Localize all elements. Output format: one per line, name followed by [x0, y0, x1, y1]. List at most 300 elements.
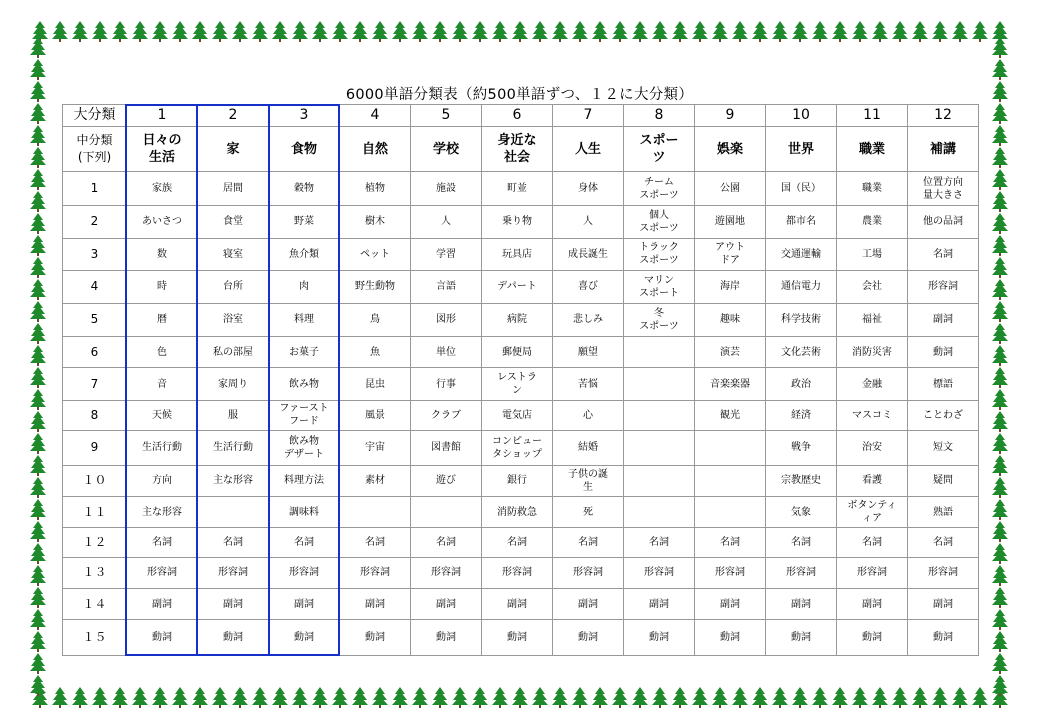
- table-row: [63, 589, 979, 620]
- table-row: [63, 400, 979, 430]
- highlight-divider-2: [268, 104, 270, 656]
- christmas-tree-icon: [28, 300, 48, 322]
- table-cell: 言語: [411, 271, 482, 303]
- christmas-tree-icon: [110, 20, 130, 42]
- christmas-tree-icon: [650, 686, 670, 708]
- christmas-tree-icon: [70, 686, 90, 708]
- table-cell: 玩具店: [482, 238, 553, 270]
- table-cell: 飲み物: [269, 368, 340, 400]
- table-cell: 方向: [127, 465, 198, 496]
- christmas-tree-icon: [610, 686, 630, 708]
- table-cell: [198, 496, 269, 527]
- christmas-tree-icon: [28, 608, 48, 630]
- table-cell: 動詞: [837, 620, 908, 656]
- table-cell: 子供の誕 生: [553, 465, 624, 496]
- table-cell: 暦: [127, 303, 198, 336]
- christmas-tree-icon: [990, 388, 1010, 410]
- christmas-tree-icon: [310, 20, 330, 42]
- table-cell: 素材: [340, 465, 411, 496]
- table-cell: 時: [127, 271, 198, 303]
- table-row: [63, 238, 979, 270]
- table-cell: 天候: [127, 400, 198, 430]
- christmas-tree-icon: [990, 608, 1010, 630]
- table-cell: 他の品詞: [908, 206, 979, 238]
- table-cell: 野生動物: [340, 271, 411, 303]
- category-number: 10: [766, 105, 837, 127]
- table-cell: 副詞: [908, 303, 979, 336]
- table-cell: 副詞: [127, 589, 198, 620]
- table-row: [63, 368, 979, 400]
- table-cell: 副詞: [695, 589, 766, 620]
- christmas-tree-icon: [28, 498, 48, 520]
- header-row: [63, 105, 979, 127]
- table-cell: [624, 368, 695, 400]
- christmas-tree-icon: [830, 20, 850, 42]
- table-cell: 服: [198, 400, 269, 430]
- christmas-tree-icon: [530, 20, 550, 42]
- christmas-tree-icon: [28, 388, 48, 410]
- category-name: 世界: [766, 127, 837, 172]
- table-cell: 副詞: [340, 589, 411, 620]
- christmas-tree-icon: [750, 686, 770, 708]
- table-cell: 家族: [127, 171, 198, 205]
- table-cell: 公園: [695, 171, 766, 205]
- christmas-tree-icon: [790, 20, 810, 42]
- christmas-tree-icon: [28, 234, 48, 256]
- table-cell: 喜び: [553, 271, 624, 303]
- table-cell: 名詞: [482, 528, 553, 557]
- table-cell: 科学技術: [766, 303, 837, 336]
- table-row: [63, 620, 979, 656]
- table-row: [63, 528, 979, 557]
- table-cell: ボタンティ ィア: [837, 496, 908, 527]
- christmas-tree-icon: [730, 20, 750, 42]
- category-name: 身近な 社会: [482, 127, 553, 172]
- christmas-tree-icon: [990, 564, 1010, 586]
- table-cell: 学習: [411, 238, 482, 270]
- table-cell: 福祉: [837, 303, 908, 336]
- table-cell: 名詞: [553, 528, 624, 557]
- table-cell: 職業: [837, 171, 908, 205]
- table-row: [63, 206, 979, 238]
- table-cell: 身体: [553, 171, 624, 205]
- table-cell: 海岸: [695, 271, 766, 303]
- table-cell: 金融: [837, 368, 908, 400]
- christmas-tree-icon: [410, 20, 430, 42]
- table-cell: 行事: [411, 368, 482, 400]
- table-cell: 副詞: [766, 589, 837, 620]
- christmas-tree-icon: [28, 344, 48, 366]
- christmas-tree-icon: [390, 686, 410, 708]
- category-number: 5: [411, 105, 482, 127]
- table-cell: 動詞: [411, 620, 482, 656]
- christmas-tree-icon: [690, 20, 710, 42]
- table-cell: チーム スポーツ: [624, 171, 695, 205]
- christmas-tree-icon: [28, 542, 48, 564]
- table-cell: 数: [127, 238, 198, 270]
- christmas-tree-icon: [470, 20, 490, 42]
- tree-border-left: [28, 36, 50, 696]
- table-cell: 形容詞: [411, 557, 482, 588]
- christmas-tree-icon: [28, 58, 48, 80]
- row-number: 2: [63, 206, 127, 238]
- table-cell: 看護: [837, 465, 908, 496]
- table-cell: 政治: [766, 368, 837, 400]
- row-number: 4: [63, 271, 127, 303]
- christmas-tree-icon: [350, 20, 370, 42]
- tree-border-top: [30, 20, 1010, 42]
- christmas-tree-icon: [670, 686, 690, 708]
- table-cell: 交通運輸: [766, 238, 837, 270]
- table-cell: 樹木: [340, 206, 411, 238]
- table-cell: 願望: [553, 336, 624, 367]
- table-cell: 町並: [482, 171, 553, 205]
- christmas-tree-icon: [970, 20, 990, 42]
- table-cell: 料理: [269, 303, 340, 336]
- table-cell: ことわざ: [908, 400, 979, 430]
- christmas-tree-icon: [28, 674, 48, 696]
- christmas-tree-icon: [28, 146, 48, 168]
- table-cell: 人: [411, 206, 482, 238]
- table-cell: 台所: [198, 271, 269, 303]
- christmas-tree-icon: [28, 278, 48, 300]
- table-cell: 単位: [411, 336, 482, 367]
- christmas-tree-icon: [250, 686, 270, 708]
- christmas-tree-icon: [290, 686, 310, 708]
- table-cell: 施設: [411, 171, 482, 205]
- table-cell: 名詞: [269, 528, 340, 557]
- christmas-tree-icon: [990, 234, 1010, 256]
- table-cell: 生活行動: [127, 431, 198, 465]
- table-cell: クラブ: [411, 400, 482, 430]
- christmas-tree-icon: [790, 686, 810, 708]
- table-cell: 図形: [411, 303, 482, 336]
- christmas-tree-icon: [170, 20, 190, 42]
- christmas-tree-icon: [990, 168, 1010, 190]
- category-number: 7: [553, 105, 624, 127]
- table-cell: 料理方法: [269, 465, 340, 496]
- table-cell: [695, 496, 766, 527]
- table-cell: 魚: [340, 336, 411, 367]
- christmas-tree-icon: [28, 102, 48, 124]
- christmas-tree-icon: [28, 190, 48, 212]
- table-cell: 動詞: [553, 620, 624, 656]
- christmas-tree-icon: [490, 686, 510, 708]
- christmas-tree-icon: [910, 20, 930, 42]
- table-cell: 疑問: [908, 465, 979, 496]
- table-cell: 野菜: [269, 206, 340, 238]
- christmas-tree-icon: [410, 686, 430, 708]
- christmas-tree-icon: [990, 256, 1010, 278]
- table-cell: 成長誕生: [553, 238, 624, 270]
- row-number: 1: [63, 171, 127, 205]
- christmas-tree-icon: [990, 520, 1010, 542]
- christmas-tree-icon: [190, 686, 210, 708]
- christmas-tree-icon: [210, 686, 230, 708]
- christmas-tree-icon: [28, 410, 48, 432]
- table-cell: 生活行動: [198, 431, 269, 465]
- table-cell: 形容詞: [695, 557, 766, 588]
- table-cell: 郵便局: [482, 336, 553, 367]
- table-cell: 消防災害: [837, 336, 908, 367]
- christmas-tree-icon: [930, 20, 950, 42]
- category-name: 自然: [340, 127, 411, 172]
- christmas-tree-icon: [990, 410, 1010, 432]
- table-cell: 苦悩: [553, 368, 624, 400]
- table-cell: 形容詞: [482, 557, 553, 588]
- christmas-tree-icon: [890, 20, 910, 42]
- christmas-tree-icon: [570, 20, 590, 42]
- table-cell: 私の部屋: [198, 336, 269, 367]
- table-cell: 戦争: [766, 431, 837, 465]
- row-number: 9: [63, 431, 127, 465]
- christmas-tree-icon: [830, 686, 850, 708]
- table-row: [63, 171, 979, 205]
- table-row: [63, 303, 979, 336]
- table-cell: 名詞: [908, 238, 979, 270]
- table-row: [63, 496, 979, 527]
- table-cell: 形容詞: [269, 557, 340, 588]
- table-cell: 副詞: [837, 589, 908, 620]
- page-title: 6000単語分類表（約500単語ずつ、１２に大分類）: [345, 87, 694, 103]
- christmas-tree-icon: [530, 686, 550, 708]
- christmas-tree-icon: [550, 686, 570, 708]
- christmas-tree-icon: [990, 366, 1010, 388]
- tree-border-right: [990, 36, 1012, 696]
- christmas-tree-icon: [110, 686, 130, 708]
- christmas-tree-icon: [670, 20, 690, 42]
- table-cell: 形容詞: [908, 271, 979, 303]
- table-cell: お菓子: [269, 336, 340, 367]
- table-cell: [624, 336, 695, 367]
- christmas-tree-icon: [990, 674, 1010, 696]
- table-cell: 名詞: [198, 528, 269, 557]
- table-cell: 寝室: [198, 238, 269, 270]
- table-row: [63, 557, 979, 588]
- christmas-tree-icon: [28, 432, 48, 454]
- christmas-tree-icon: [850, 686, 870, 708]
- christmas-tree-icon: [490, 20, 510, 42]
- christmas-tree-icon: [990, 630, 1010, 652]
- christmas-tree-icon: [430, 686, 450, 708]
- christmas-tree-icon: [270, 20, 290, 42]
- christmas-tree-icon: [990, 454, 1010, 476]
- christmas-tree-icon: [710, 20, 730, 42]
- highlight-divider-1: [196, 104, 198, 656]
- table-cell: 名詞: [766, 528, 837, 557]
- christmas-tree-icon: [570, 686, 590, 708]
- table-cell: 演芸: [695, 336, 766, 367]
- table-cell: 形容詞: [766, 557, 837, 588]
- table-cell: 短文: [908, 431, 979, 465]
- christmas-tree-icon: [650, 20, 670, 42]
- table-cell: 趣味: [695, 303, 766, 336]
- table-cell: 主な形容: [198, 465, 269, 496]
- table-cell: 居間: [198, 171, 269, 205]
- christmas-tree-icon: [28, 36, 48, 58]
- table-cell: 副詞: [411, 589, 482, 620]
- table-cell: 動詞: [340, 620, 411, 656]
- table-cell: 動詞: [766, 620, 837, 656]
- category-number: 3: [269, 105, 340, 127]
- row-number: １２: [63, 528, 127, 557]
- christmas-tree-icon: [28, 322, 48, 344]
- table-cell: 名詞: [411, 528, 482, 557]
- christmas-tree-icon: [170, 686, 190, 708]
- row-number: １０: [63, 465, 127, 496]
- table-cell: 乗り物: [482, 206, 553, 238]
- table-cell: 動詞: [908, 620, 979, 656]
- christmas-tree-icon: [990, 344, 1010, 366]
- table-cell: 動詞: [269, 620, 340, 656]
- christmas-tree-icon: [28, 586, 48, 608]
- table-cell: 音楽楽器: [695, 368, 766, 400]
- table-cell: マリン スポート: [624, 271, 695, 303]
- christmas-tree-icon: [930, 686, 950, 708]
- christmas-tree-icon: [28, 124, 48, 146]
- table-cell: デパート: [482, 271, 553, 303]
- table-cell: レストラ ン: [482, 368, 553, 400]
- christmas-tree-icon: [470, 686, 490, 708]
- christmas-tree-icon: [990, 190, 1010, 212]
- table-cell: [624, 496, 695, 527]
- christmas-tree-icon: [190, 20, 210, 42]
- row-number: １１: [63, 496, 127, 527]
- table-cell: 家周り: [198, 368, 269, 400]
- christmas-tree-icon: [510, 20, 530, 42]
- table-cell: [624, 465, 695, 496]
- table-cell: 音: [127, 368, 198, 400]
- category-name: 補講: [908, 127, 979, 172]
- christmas-tree-icon: [590, 20, 610, 42]
- christmas-tree-icon: [990, 212, 1010, 234]
- table-cell: 会社: [837, 271, 908, 303]
- table-cell: [695, 431, 766, 465]
- row-number: 7: [63, 368, 127, 400]
- subheader-row-label: 中分類 (下列): [63, 127, 127, 172]
- category-name: 家: [198, 127, 269, 172]
- christmas-tree-icon: [690, 686, 710, 708]
- table-cell: 治安: [837, 431, 908, 465]
- christmas-tree-icon: [370, 686, 390, 708]
- table-cell: 名詞: [340, 528, 411, 557]
- table-cell: 文化芸術: [766, 336, 837, 367]
- christmas-tree-icon: [950, 20, 970, 42]
- table-cell: 結婚: [553, 431, 624, 465]
- table-cell: [411, 496, 482, 527]
- table-row: [63, 431, 979, 465]
- christmas-tree-icon: [230, 20, 250, 42]
- christmas-tree-icon: [250, 20, 270, 42]
- table-cell: [695, 465, 766, 496]
- christmas-tree-icon: [990, 300, 1010, 322]
- christmas-tree-icon: [90, 686, 110, 708]
- category-number: 4: [340, 105, 411, 127]
- table-cell: 名詞: [908, 528, 979, 557]
- table-cell: 動詞: [624, 620, 695, 656]
- christmas-tree-icon: [770, 686, 790, 708]
- table-cell: 形容詞: [198, 557, 269, 588]
- christmas-tree-icon: [130, 686, 150, 708]
- christmas-tree-icon: [710, 686, 730, 708]
- table-row: [63, 465, 979, 496]
- table-cell: 心: [553, 400, 624, 430]
- row-number: １３: [63, 557, 127, 588]
- table-cell: 副詞: [553, 589, 624, 620]
- table-cell: 冬 スポーツ: [624, 303, 695, 336]
- table-cell: 動詞: [127, 620, 198, 656]
- category-number: 2: [198, 105, 269, 127]
- christmas-tree-icon: [510, 686, 530, 708]
- table-cell: 食堂: [198, 206, 269, 238]
- christmas-tree-icon: [450, 686, 470, 708]
- table-row: [63, 336, 979, 367]
- table-cell: ファースト フード: [269, 400, 340, 430]
- table-cell: 病院: [482, 303, 553, 336]
- christmas-tree-icon: [990, 476, 1010, 498]
- christmas-tree-icon: [330, 20, 350, 42]
- table-cell: 電気店: [482, 400, 553, 430]
- christmas-tree-icon: [870, 686, 890, 708]
- table-cell: 形容詞: [624, 557, 695, 588]
- table-cell: 国（民）: [766, 171, 837, 205]
- christmas-tree-icon: [970, 686, 990, 708]
- christmas-tree-icon: [990, 102, 1010, 124]
- christmas-tree-icon: [990, 278, 1010, 300]
- table-cell: 植物: [340, 171, 411, 205]
- christmas-tree-icon: [28, 520, 48, 542]
- table-cell: 通信電力: [766, 271, 837, 303]
- christmas-tree-icon: [990, 146, 1010, 168]
- christmas-tree-icon: [28, 476, 48, 498]
- table-cell: 宗教歴史: [766, 465, 837, 496]
- table-cell: 宇宙: [340, 431, 411, 465]
- christmas-tree-icon: [28, 256, 48, 278]
- category-number: 9: [695, 105, 766, 127]
- christmas-tree-icon: [330, 686, 350, 708]
- table-cell: [624, 400, 695, 430]
- table-cell: マスコミ: [837, 400, 908, 430]
- christmas-tree-icon: [850, 20, 870, 42]
- table-cell: 気象: [766, 496, 837, 527]
- category-name: 娯楽: [695, 127, 766, 172]
- christmas-tree-icon: [990, 58, 1010, 80]
- table-cell: 色: [127, 336, 198, 367]
- christmas-tree-icon: [630, 686, 650, 708]
- category-number: 1: [127, 105, 198, 127]
- table-cell: 副詞: [482, 589, 553, 620]
- table-cell: 図書館: [411, 431, 482, 465]
- christmas-tree-icon: [70, 20, 90, 42]
- christmas-tree-icon: [90, 20, 110, 42]
- table-cell: 飲み物 デザート: [269, 431, 340, 465]
- christmas-tree-icon: [610, 20, 630, 42]
- category-number: 11: [837, 105, 908, 127]
- christmas-tree-icon: [28, 454, 48, 476]
- christmas-tree-icon: [810, 686, 830, 708]
- christmas-tree-icon: [28, 168, 48, 190]
- christmas-tree-icon: [990, 586, 1010, 608]
- row-number: 3: [63, 238, 127, 270]
- table-cell: 副詞: [624, 589, 695, 620]
- christmas-tree-icon: [990, 652, 1010, 674]
- christmas-tree-icon: [870, 20, 890, 42]
- table-cell: 動詞: [908, 336, 979, 367]
- table-cell: 魚介類: [269, 238, 340, 270]
- table-cell: 名詞: [837, 528, 908, 557]
- christmas-tree-icon: [310, 686, 330, 708]
- table-cell: 副詞: [269, 589, 340, 620]
